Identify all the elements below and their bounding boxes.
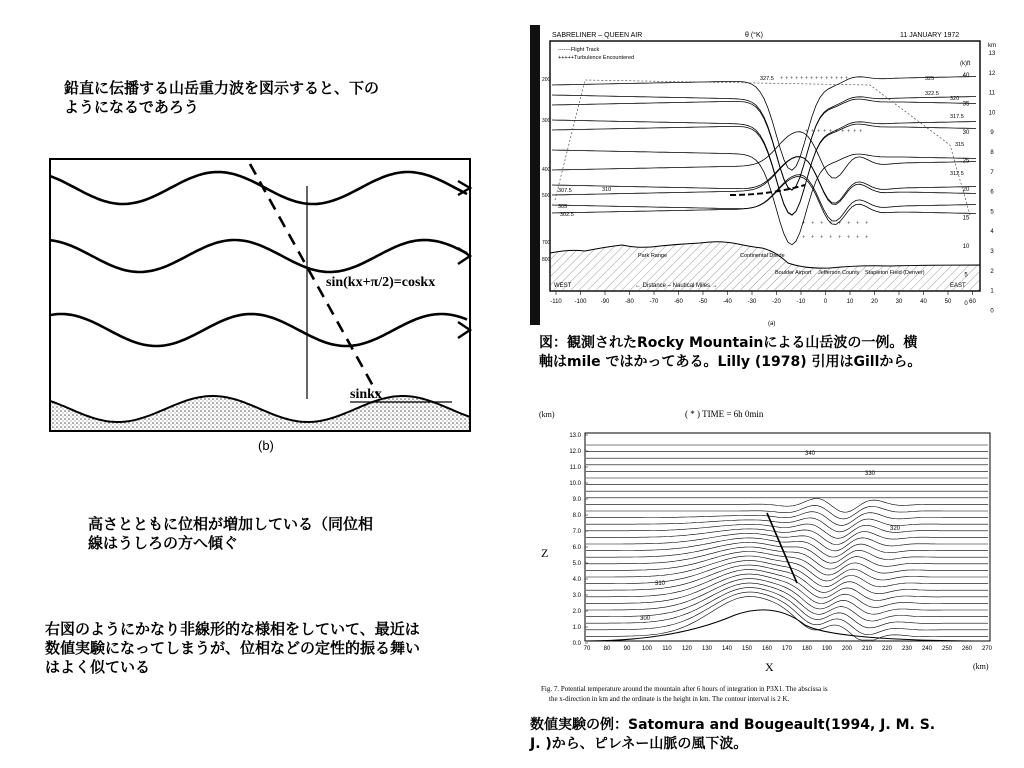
bottom-line: 数値実験になってしまうが、位相などの定性的振る舞い: [45, 639, 421, 657]
x-tick-label: 190: [821, 646, 833, 652]
formula-lower: sinkx: [350, 387, 382, 402]
turbulence-mark: +: [838, 235, 842, 241]
header-left: SABRELINER – QUEEN AIR: [552, 32, 643, 39]
theta-contour: [552, 120, 976, 215]
turbulence-mark: +: [820, 221, 824, 227]
km-tick: 11: [988, 90, 996, 97]
x-tick-label: 150: [741, 646, 753, 652]
y-tick-label: 11.0: [569, 465, 581, 471]
y-tick-label: 5.0: [572, 561, 581, 567]
x-tick-label: 240: [921, 646, 933, 652]
pressure-tick: 400: [542, 167, 551, 173]
y-tick-label: 0.0: [572, 641, 581, 647]
km-tick: 9: [990, 130, 994, 137]
x-tick-label: 270: [981, 646, 993, 652]
turbulence-mark: +: [830, 76, 834, 82]
y-tick-label: 13.0: [569, 433, 581, 439]
potential-temperature-contour: [586, 518, 988, 532]
turbulence-markers: [780, 76, 869, 241]
numerical-contour-lines: [585, 445, 990, 641]
x-tick-label: 220: [881, 646, 893, 652]
turbulence-mark: +: [815, 76, 819, 82]
turbulence-mark: +: [829, 221, 833, 227]
turbulence-mark: +: [805, 129, 809, 135]
theta-contour: [552, 177, 976, 225]
y-tick-label: 9.0: [572, 497, 581, 503]
km-tick: 8: [990, 150, 994, 156]
y-tick-label: 2.0: [572, 609, 581, 615]
contour-label: 300: [640, 616, 651, 622]
formula-upper: sin(kx+π/2)=coskx: [326, 275, 436, 290]
y-tick-label: 6.0: [572, 545, 581, 551]
turbulence-mark: +: [835, 76, 839, 82]
potential-temperature-contour: [586, 592, 988, 635]
panel-label-a: (a): [768, 321, 776, 327]
x-tick-label: -40: [723, 299, 732, 305]
arrow-head-icon: [458, 322, 470, 338]
x-tick-label: 250: [941, 646, 953, 652]
turbulence-mark: +: [841, 129, 845, 135]
km-tick: 3: [990, 249, 994, 255]
observed-caption: [539, 334, 1019, 372]
turbulence-mark: +: [825, 76, 829, 82]
contour-label: 320: [890, 526, 901, 532]
contour-label: 330: [865, 471, 876, 477]
pressure-tick: 800: [542, 257, 551, 263]
x-tick-label: -30: [747, 299, 757, 305]
unit-km-right: (km): [973, 662, 989, 671]
header-right: 11 JANUARY 1972: [900, 32, 960, 39]
pressure-tick: 300: [542, 118, 551, 124]
bottom-text: [45, 620, 515, 677]
turbulence-mark: +: [805, 76, 809, 82]
kft-unit: (k)ft: [960, 61, 971, 67]
x-tick-label: 50: [944, 299, 952, 305]
kft-tick: 20: [962, 187, 970, 193]
turbulence-mark: +: [829, 235, 833, 241]
x-tick-group: [550, 291, 976, 305]
kft-tick: 40: [962, 73, 970, 79]
rocky-mountain-terrain: [550, 242, 980, 291]
turbulence-mark: +: [802, 221, 806, 227]
potential-temperature-contour: [586, 565, 988, 594]
potential-temperature-contour: [586, 512, 988, 526]
x-tick-label: 160: [761, 646, 773, 652]
observed-caption-line: 図：観測されたRocky Mountainによる山岳波の一例。横: [539, 335, 918, 351]
theta-contour: [552, 157, 976, 203]
x-tick-label: 230: [901, 646, 913, 652]
phase-line: 高さとともに位相が増加している（同位相: [88, 515, 374, 533]
turbulence-mark: +: [811, 221, 815, 227]
x-tick-label: -10: [796, 299, 806, 305]
phase-text: [88, 515, 468, 553]
turbulence-mark: +: [847, 235, 851, 241]
km-tick: 4: [990, 229, 994, 236]
km-tick: 6: [990, 189, 994, 196]
turbulence-mark: +: [847, 221, 851, 227]
unit-km-top: (km): [539, 410, 555, 419]
x-tick-label: 120: [681, 646, 693, 652]
y-tick-label: 4.0: [572, 577, 581, 583]
place-stapleton: Stapleton Field (Denver): [865, 270, 925, 276]
turbulence-mark: +: [817, 129, 821, 135]
contour-label: 310: [602, 187, 612, 193]
turbulence-mark: +: [811, 129, 815, 135]
legend-turbulence: +++++Turbulence Encountered: [558, 55, 635, 61]
contour-label: 327.5: [760, 76, 774, 82]
turbulence-mark: +: [835, 129, 839, 135]
kft-tick: 5: [964, 272, 968, 279]
intro-line: ようになるであろう: [64, 98, 199, 116]
turbulence-mark: +: [853, 129, 857, 135]
turbulence-mark: +: [856, 235, 860, 241]
place-continental-divide: Continental Divide: [740, 253, 785, 259]
label-west: WEST: [554, 283, 572, 289]
legend-flight-track: -------Flight Track: [558, 47, 600, 53]
fig-caption-line: the x-direction in km and the ordinate is the height in km. The contour interval is 2 K.: [549, 695, 790, 703]
km-unit: km: [988, 43, 996, 49]
z-axis-label: Z: [541, 546, 549, 560]
x-tick-label: 30: [895, 299, 903, 305]
km-tick-group: [989, 51, 996, 314]
contour-label: 325: [925, 76, 935, 82]
km-tick: 0: [990, 308, 994, 315]
km-tick: 12: [988, 70, 996, 77]
observed-contour-label-group: [558, 76, 964, 218]
potential-temperature-contour: [586, 524, 988, 538]
wave-line: [50, 240, 467, 272]
potential-temperature-contour: [586, 505, 988, 519]
kft-tick: 15: [962, 215, 970, 222]
turbulence-mark: +: [865, 235, 869, 241]
theta-contour: [552, 150, 976, 245]
numerical-simulation-figure: [535, 405, 1005, 705]
kft-tick: 0: [964, 301, 968, 307]
turbulence-mark: +: [859, 129, 863, 135]
potential-temperature-contour: [586, 499, 988, 513]
pressure-tick: 200: [542, 77, 551, 83]
y-tick-label: 7.0: [572, 529, 581, 535]
y-tick-label: 12.0: [569, 449, 581, 455]
potential-temperature-contour: [586, 579, 988, 615]
x-tick-label: -50: [698, 299, 708, 305]
kft-tick: 25: [962, 158, 970, 165]
x-tick-label: 70: [583, 646, 591, 652]
left-tick-group: [542, 77, 551, 263]
contour-label: 305: [558, 204, 568, 210]
x-tick-label: 130: [701, 646, 713, 652]
contour-label: 340: [805, 451, 816, 457]
schematic-wave-figure: [40, 150, 480, 460]
turbulence-mark: +: [840, 76, 844, 82]
heavy-dashed-line: [730, 185, 805, 195]
panel-label-b: (b): [258, 438, 274, 453]
turbulence-mark: +: [856, 221, 860, 227]
distance-label: ← Distance – Nautical Miles →: [635, 283, 718, 289]
turbulence-mark: +: [829, 129, 833, 135]
km-tick: 1: [990, 288, 994, 295]
pressure-tick: 700: [542, 240, 551, 246]
wave-line: [50, 172, 467, 204]
label-east: EAST: [950, 283, 966, 289]
x-tick-label: -90: [600, 299, 610, 305]
contour-label: 302.5: [560, 212, 574, 218]
turbulence-mark: +: [811, 235, 815, 241]
turbulence-mark: +: [785, 76, 789, 82]
x-tick-label: 80: [603, 646, 611, 652]
x-tick-label: 0: [823, 299, 828, 305]
potential-temperature-contour: [586, 570, 988, 601]
turbulence-mark: +: [838, 221, 842, 227]
x-tick-label: -20: [772, 299, 781, 305]
place-boulder: Boulder Airport: [775, 270, 812, 276]
turbulence-mark: +: [795, 76, 799, 82]
turbulence-mark: +: [790, 76, 794, 82]
numerical-caption-line: 数値実験の例：Satomura and Bougeault(1994, J. M. S.: [530, 717, 936, 733]
numerical-caption: [530, 716, 1010, 754]
x-tick-label: 210: [861, 646, 873, 652]
pressure-tick: 500: [542, 193, 551, 199]
header-center: θ (°K): [745, 32, 763, 39]
turbulence-mark: +: [802, 235, 806, 241]
contour-label: 312.5: [950, 171, 964, 177]
x-tick-label: 20: [871, 299, 878, 305]
contour-label: 307.5: [558, 188, 572, 194]
x-tick-label: 110: [662, 646, 672, 652]
turbulence-mark: +: [820, 235, 824, 241]
turbulence-mark: +: [820, 76, 824, 82]
y-tick-label: 10.0: [569, 481, 581, 487]
x-tick-label: 260: [961, 646, 973, 652]
contour-label: 317.5: [950, 114, 964, 120]
x-tick-label: 200: [841, 646, 853, 652]
wave-line: [50, 314, 467, 346]
contour-label: 315: [955, 142, 965, 148]
fig-caption-line: Fig. 7. Potential temperature around the mountain after 6 hours of integration in P3X1. The abscissa is: [541, 685, 828, 693]
time-label: ( * ) TIME = 6h 0min: [685, 409, 764, 419]
theta-contour: [552, 132, 976, 178]
x-tick-label: 40: [920, 299, 927, 305]
x-tick-label: -60: [674, 299, 683, 305]
intro-line: 鉛直に伝播する山岳重力波を図示すると、下の: [64, 79, 380, 97]
kft-tick: 10: [962, 244, 970, 250]
y-tick-label: 3.0: [572, 593, 581, 599]
potential-temperature-contour: [586, 574, 988, 607]
km-tick: 5: [990, 209, 994, 216]
bottom-line: 右図のようにかなり非線形的な様相をしていて、最近は: [45, 620, 420, 638]
x-axis-label: X: [765, 660, 774, 674]
theta-contour: [552, 175, 976, 221]
x-tick-label: 180: [801, 646, 813, 652]
turbulence-mark: +: [845, 76, 849, 82]
flight-track-line: [555, 80, 970, 215]
kft-tick: 35: [962, 101, 970, 108]
x-tick-label: 170: [781, 646, 793, 652]
theta-contour: [552, 77, 976, 171]
x-tick-label: -80: [625, 299, 634, 305]
turbulence-mark: +: [847, 129, 851, 135]
km-tick: 10: [988, 110, 996, 117]
place-jefferson: Jefferson County: [818, 270, 860, 276]
contour-label: 310: [655, 581, 666, 587]
scan-edge-bar: [530, 25, 540, 325]
turbulence-mark: +: [800, 76, 804, 82]
intro-text: [64, 79, 484, 117]
x-tick-label: 10: [846, 299, 854, 305]
place-park-range: Park Range: [638, 253, 668, 259]
potential-temperature-contour: [586, 538, 988, 557]
observed-caption-line: 軸はmile ではかってある。Lilly (1978) 引用はGillから。: [539, 354, 922, 370]
numerical-x-tick-group: [584, 646, 993, 652]
observed-contour-lines: [552, 77, 976, 245]
x-tick-label: 100: [641, 646, 653, 652]
turbulence-mark: +: [780, 76, 784, 82]
mountain-ground: [50, 396, 470, 431]
theta-contour: [552, 157, 976, 205]
bottom-line: はよく似ている: [45, 658, 151, 676]
y-tick-label: 1.0: [572, 625, 581, 631]
phase-line: [767, 513, 797, 583]
km-tick: 7: [990, 169, 994, 176]
phase-line: 線はうしろの方へ傾ぐ: [88, 534, 239, 552]
km-tick: 13: [988, 51, 996, 57]
turbulence-mark: +: [810, 76, 814, 82]
x-tick-label: -100: [574, 299, 587, 305]
schematic-frame: [50, 159, 470, 431]
x-tick-label: -70: [649, 299, 659, 305]
x-tick-label: -110: [550, 299, 562, 305]
contour-label: 320: [950, 96, 960, 102]
y-tick-label: 8.0: [572, 513, 581, 519]
x-tick-label: 140: [721, 646, 733, 652]
turbulence-mark: +: [823, 129, 827, 135]
turbulence-mark: +: [865, 221, 869, 227]
x-tick-label: 60: [969, 299, 976, 305]
kft-tick: 30: [962, 130, 970, 136]
numerical-caption-line: J. )から、ピレネー山脈の風下波。: [530, 736, 748, 752]
observed-mountain-wave-figure: [530, 25, 1005, 328]
km-tick: 2: [990, 268, 994, 275]
x-tick-label: 90: [623, 646, 631, 652]
contour-label: 322.5: [925, 91, 939, 97]
